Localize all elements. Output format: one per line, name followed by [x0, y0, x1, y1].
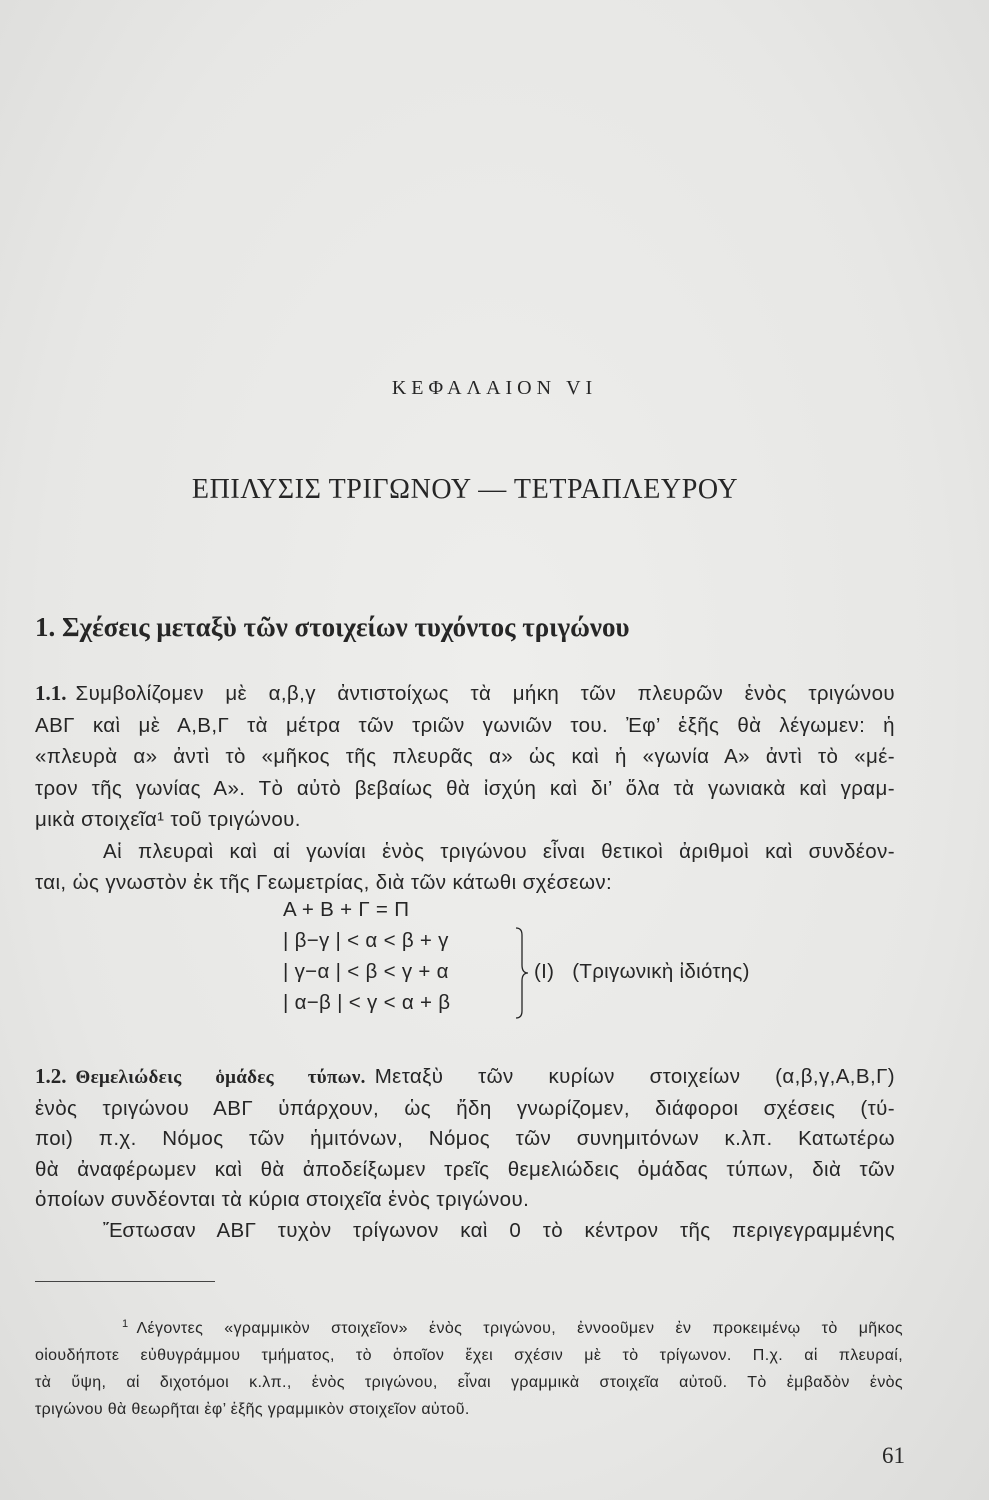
inequality-side-b: | γ−α | < β < γ + α [283, 960, 449, 983]
text-line: ΑΒΓ καὶ μὲ Α,Β,Γ τὰ μέτρα τῶν τριῶν γωνιῶν του. Ἐφ’ ἑξῆς θὰ λέγωμεν: ἡ [35, 713, 895, 737]
footnote-marker: 1 [122, 1318, 129, 1330]
footnote-separator [35, 1281, 215, 1282]
inequality-side-c: | α−β | < γ < α + β [283, 991, 451, 1014]
section-heading: 1. Σχέσεις μεταξὺ τῶν στοιχείων τυχόντος τριγώνου [35, 612, 630, 642]
text-line: ἑνὸς τριγώνου ΑΒΓ ὑπάρχουν, ὡς ἤδη γνωρίζομεν, διάφοροι σχέσεις (τύ- [35, 1096, 895, 1120]
text-line: ποι) π.χ. Νόμος τῶν ἡμιτόνων, Νόμος τῶν συνημιτόνων κ.λπ. Κατωτέρω [35, 1127, 895, 1151]
subsection-1-1 [35, 678, 895, 899]
relation-name: (Τριγωνικὴ ἰδιότης) [572, 960, 750, 983]
footnote [35, 1315, 903, 1423]
equation-angle-sum: Α + Β + Γ = Π [283, 898, 410, 921]
relation-number: (I) [534, 960, 555, 983]
text-line-content: Μεταξὺ τῶν κυρίων στοιχείων (α,β,γ,Α,Β,Γ) [374, 1065, 895, 1088]
subsection-number: 1.2. [35, 1064, 67, 1088]
chapter-label: ΚΕΦΑΛΑΙΟΝ VI [391, 377, 598, 399]
text-line: Ἔστωσαν ΑΒΓ τυχὸν τρίγωνον καὶ 0 τὸ κέντρον τῆς περιγεγραμμένης [103, 1218, 895, 1242]
text-line [35, 1061, 895, 1094]
triangle-relations [283, 894, 450, 1018]
subsection-heading: Θεμελιώδεις ὁμάδες τύπων. [75, 1067, 366, 1088]
text-line [35, 678, 895, 710]
page-number: 61 [882, 1443, 905, 1468]
triangle-inequality-label [534, 956, 750, 987]
inequality-side-a: | β−γ | < α < β + γ [283, 929, 449, 952]
text-line: «πλευρὰ α» ἀντὶ τὸ «μῆκος τῆς πλευρᾶς α» ὡς καὶ ἡ «γωνία Α» ἀντὶ τὸ «μέ- [35, 745, 895, 768]
footnote-line: τριγώνου θὰ θεωρῆται ἐφ’ ἑξῆς γραμμικὸν στοιχεῖον αὐτοῦ. [35, 1401, 470, 1418]
chapter-title: ΕΠΙΛΥΣΙΣ ΤΡΙΓΩΝΟΥ — ΤΕΤΡΑΠΛΕΥΡΟΥ [191, 474, 739, 505]
text-line: ται, ὡς γνωστὸν ἐκ τῆς Γεωμετρίας, διὰ τῶν κάτωθι σχέσεων: [35, 871, 613, 894]
footnote-line: οἱουδήποτε εὐθυγράμμου τμήματος, τὸ ὁποῖον ἔχει σχέσιν μὲ τὸ τρίγωνον. Π.χ. αἱ πλευραί, [35, 1347, 903, 1364]
text-line: Αἱ πλευραὶ καὶ αἱ γωνίαι ἑνὸς τριγώνου εἶναι θετικοὶ ἀριθμοὶ καὶ συνδέον- [103, 839, 895, 863]
subsection-1-2 [35, 1061, 895, 1247]
footnote-line: τὰ ὕψη, αἱ διχοτόμοι κ.λπ., ἑνὸς τριγώνου, εἶναι γραμμικὰ στοιχεῖα αὐτοῦ. Τὸ ἐμβαδὸν ἑνὸς [35, 1374, 903, 1391]
footnote-line-content: Λέγοντες «γραμμικὸν στοιχεῖον» ἑνὸς τριγώνου, ἐννοοῦμεν ἐν προκειμένῳ τὸ μῆκος [136, 1320, 903, 1337]
text-line: μικὰ στοιχεῖα¹ τοῦ τριγώνου. [35, 808, 301, 831]
text-line: θὰ ἀναφέρωμεν καὶ θὰ ἀποδείξωμεν τρεῖς θεμελιώδεις ὁμάδας τύπων, διὰ τῶν [35, 1157, 895, 1181]
text-line: ὁποίων συνδέονται τὰ κύρια στοιχεῖα ἑνὸς τριγώνου. [35, 1188, 530, 1212]
text-line: τρον τῆς γωνίας Α». Τὸ αὐτὸ βεβαίως θὰ ἰσχύη καὶ δι’ ὅλα τὰ γωνιακὰ καὶ γραμ- [35, 776, 895, 800]
subsection-number: 1.1. [35, 681, 67, 705]
text-line-content: Συμβολίζομεν μὲ α,β,γ ἀντιστοίχως τὰ μήκη τῶν πλευρῶν ἑνὸς τριγώνου [75, 682, 895, 705]
right-brace-icon [514, 927, 530, 1019]
footnote-line [35, 1315, 903, 1342]
